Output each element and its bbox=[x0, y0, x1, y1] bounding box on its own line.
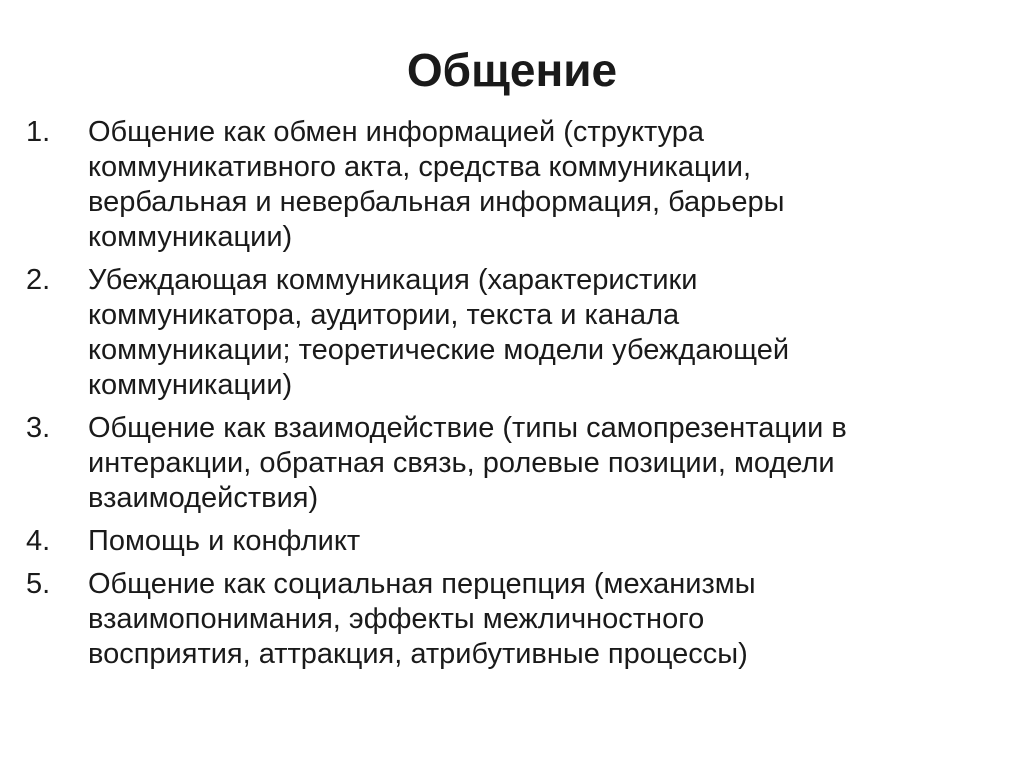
slide-title: Общение bbox=[406, 44, 618, 96]
item-text bbox=[88, 115, 1018, 255]
item-line: вербальная и невербальная информация, барьеры bbox=[88, 186, 785, 218]
item-line: Общение как обмен информацией (структура bbox=[88, 116, 705, 148]
item-line: Убеждающая коммуникация (характеристики bbox=[88, 264, 698, 296]
item-text bbox=[88, 411, 1018, 516]
item-text bbox=[88, 567, 1018, 672]
list-item bbox=[26, 524, 1018, 559]
list-item bbox=[26, 115, 1018, 255]
list-item bbox=[26, 411, 1018, 516]
item-line: интеракции, обратная связь, ролевые позиции, модели bbox=[88, 447, 835, 479]
item-line: Общение как взаимодействие (типы самопрезентации в bbox=[88, 412, 847, 444]
item-number: 3. bbox=[26, 412, 51, 444]
item-text bbox=[88, 524, 1018, 559]
item-line: коммуникации; теоретические модели убеждающей bbox=[88, 334, 790, 366]
list-item bbox=[26, 567, 1018, 672]
item-number: 4. bbox=[26, 525, 51, 557]
item-number: 5. bbox=[26, 568, 51, 600]
item-line: взаимопонимания, эффекты межличностного bbox=[88, 603, 705, 635]
item-line: Помощь и конфликт bbox=[88, 525, 361, 557]
item-number: 2. bbox=[26, 264, 51, 296]
item-text bbox=[88, 263, 1018, 403]
item-line: Общение как социальная перцепция (механизмы bbox=[88, 568, 756, 600]
item-line: взаимодействия) bbox=[88, 482, 319, 514]
item-line: коммуникации) bbox=[88, 221, 293, 253]
topic-list bbox=[26, 115, 1018, 680]
list-item bbox=[26, 263, 1018, 403]
item-line: коммуникации) bbox=[88, 369, 293, 401]
item-line: восприятия, аттракция, атрибутивные процессы) bbox=[88, 638, 748, 670]
item-line: коммуникатора, аудитории, текста и канала bbox=[88, 299, 680, 331]
item-line: коммуникативного акта, средства коммуникации, bbox=[88, 151, 752, 183]
item-number: 1. bbox=[26, 116, 51, 148]
